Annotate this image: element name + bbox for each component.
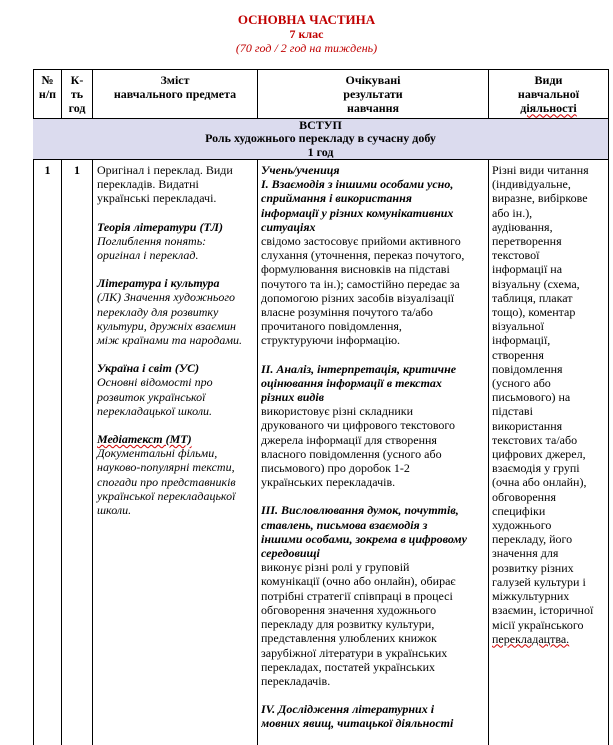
col-header-outcomes xyxy=(258,73,488,116)
activity-line: текстових та/або xyxy=(492,432,578,447)
outcome-title: сприймання і використання xyxy=(261,191,412,206)
activity-line: (очна або онлайн), xyxy=(492,475,587,490)
activity-line: художнього xyxy=(492,518,552,533)
col-header-activities-line: Види xyxy=(534,73,563,87)
table-border-right xyxy=(608,69,609,745)
col-header-hours-line: К- xyxy=(70,73,84,87)
outcome-line: слухання (уточнення, переказ почутого, xyxy=(261,248,465,263)
activity-line: місії українського xyxy=(492,617,584,632)
row-number: 1 xyxy=(44,163,51,177)
activity-line: перекладацтва. xyxy=(492,631,570,646)
activity-line: взаємодія у групі xyxy=(492,461,580,476)
section-topic: Роль художнього перекладу в сучасну добу xyxy=(205,131,436,146)
col-header-number-line: н/п xyxy=(38,87,57,102)
col-header-activities-line: навчальної xyxy=(517,87,580,102)
activity-line: перетворення xyxy=(492,234,562,249)
content-intro-line: перекладів. Видатні xyxy=(97,177,199,192)
content-block-line: Документальні фільми, xyxy=(97,446,218,461)
activity-line: значення для xyxy=(492,546,559,561)
outcome-title: оцінювання інформації в текстах xyxy=(261,375,442,390)
activity-line: тощо), коментар xyxy=(492,305,576,320)
content-block-title: Медіатекст (МТ) xyxy=(97,432,192,447)
content-block-line: (ЛК) Значення художнього xyxy=(97,290,236,305)
outcome-line: зарубіжної літератури в українських xyxy=(261,645,448,660)
outcome-title: іншими особами, зокрема в цифровому xyxy=(261,531,467,546)
col-header-content xyxy=(93,73,257,101)
content-block-line: спогади про представників xyxy=(97,474,236,489)
outcome-line: перекладачів. xyxy=(261,673,331,688)
activity-line: візуальної xyxy=(492,319,544,334)
activity-line: специфіки xyxy=(492,503,546,518)
outcome-line: письмового) про доробок 1-2 xyxy=(261,461,410,476)
activity-line: взаємин, історичної xyxy=(492,603,594,618)
outcome-title: II. Аналіз, інтерпретація, критичне xyxy=(261,361,457,376)
row-hours: 1 xyxy=(74,163,80,177)
content-block-line: розвиток української xyxy=(97,389,206,404)
activity-line: інформації на xyxy=(492,262,563,277)
content-block-line: науково-популярні тексти, xyxy=(97,460,235,475)
col-header-hours xyxy=(62,73,92,116)
outcome-line: українських перекладачів. xyxy=(261,475,396,490)
outcome-title: інформації у різних комунікативних xyxy=(261,205,454,220)
outcome-title: середовищі xyxy=(261,546,320,561)
outcome-line: перекладу для розвитку культури, xyxy=(261,617,435,632)
content-block-line: оригінал і переклад. xyxy=(97,248,199,263)
col-header-number-line: № xyxy=(41,73,54,87)
content-block-line: культури, дружніх взаємин xyxy=(97,318,236,333)
activity-line: розвитку різних xyxy=(492,560,574,575)
col-header-content-line: навчального предмета xyxy=(113,87,237,102)
outcome-line: представлення улюблених книжок xyxy=(261,631,437,646)
activity-line: міжкультурних xyxy=(492,589,570,604)
content-cell xyxy=(97,163,255,517)
content-intro-line: українські перекладачі. xyxy=(97,191,217,206)
hours-subtitle: (70 год / 2 год на тиждень) xyxy=(235,41,378,55)
outcome-line: перекладах, постатей українських xyxy=(261,659,436,674)
outcome-title: III. Висловлювання думок, почуттів, xyxy=(261,503,459,518)
outcome-line: структуруючи інформацію. xyxy=(261,333,401,348)
outcome-title: ставлень, письмова взаємодія з xyxy=(261,517,428,532)
col-divider-3 xyxy=(257,159,258,745)
content-intro-line: Оригінал і переклад. Види xyxy=(97,163,233,177)
grade-subtitle: 7 клас xyxy=(289,27,324,41)
col-header-activities xyxy=(489,73,608,116)
content-block-line: української перекладацької xyxy=(97,488,236,503)
outcome-line: комунікації (очно або онлайн), обирає xyxy=(261,574,456,589)
outcome-line: обговорення значення художнього xyxy=(261,602,437,617)
outcome-title: IV. Дослідження літературних і xyxy=(261,702,435,717)
col-divider-2 xyxy=(92,159,93,745)
section-row-divider xyxy=(33,159,609,160)
activity-line: інформації, xyxy=(492,333,551,348)
section-label: ВСТУП xyxy=(299,118,342,132)
activity-line: галузей культури і xyxy=(492,574,586,589)
outcome-line: друкованого чи цифрового текстового xyxy=(261,418,456,433)
content-block-line: перекладу для розвитку xyxy=(97,304,219,319)
outcome-title: I. Взаємодія з іншими особами усно, xyxy=(261,177,454,192)
outcome-title: мовних явищ, читацької діяльності xyxy=(261,716,454,731)
outcome-line: прочитаного повідомлення, xyxy=(261,319,402,334)
col-header-activities-line: діяльності xyxy=(520,101,577,116)
outcome-line: джерела інформації для створення xyxy=(261,432,437,447)
outcome-line: формулювання висновків на підставі xyxy=(261,262,450,277)
col-header-hours-line: год xyxy=(68,101,86,116)
activities-list xyxy=(492,163,607,646)
activity-line: перекладу, його xyxy=(492,532,573,547)
outcomes-heading: Учень/учениця xyxy=(261,163,340,177)
activities-cell xyxy=(492,163,607,646)
activity-line: повідомлення xyxy=(492,361,563,376)
outcome-line: використовує різні складники xyxy=(261,404,414,419)
outcomes-cell xyxy=(261,163,487,745)
activity-line: цифрових джерел, xyxy=(492,447,586,462)
content-block-line: між країнами та народами. xyxy=(97,333,243,348)
page-title: ОСНОВНА ЧАСТИНА xyxy=(237,12,376,27)
outcome-title: ситуаціях xyxy=(261,219,316,234)
col-header-number xyxy=(34,73,61,101)
outcome-line: виконує різні ролі у груповій xyxy=(261,560,410,575)
content-block-line: школи. xyxy=(97,503,132,518)
activity-line: або ін.), xyxy=(492,205,533,220)
outcome-line: власне розуміння почутого та/або xyxy=(261,305,433,320)
content-block-title: Україна і світ (УС) xyxy=(97,361,200,376)
content-block-line: перекладацької школи. xyxy=(97,403,213,418)
activity-line: використання xyxy=(492,418,563,433)
table-border-top xyxy=(33,69,609,70)
content-block-title: Література і культура xyxy=(97,276,220,291)
activity-line: аудіювання, xyxy=(492,219,553,234)
section-hours: 1 год xyxy=(307,144,334,159)
content-block-line: Основні відомості про xyxy=(97,375,213,390)
activity-line: підставі xyxy=(492,404,533,419)
content-block-title: Теорія літератури (ТЛ) xyxy=(97,219,224,234)
activity-line: письмового) на xyxy=(492,390,571,405)
activity-line: текстової xyxy=(492,248,540,263)
activity-line: (індивідуальне, xyxy=(492,177,571,192)
activity-line: (усного або xyxy=(492,376,551,391)
activity-line: створення xyxy=(492,347,544,362)
section-row xyxy=(33,119,608,159)
outcome-title: різних видів xyxy=(261,390,325,405)
col-header-hours-line: ть xyxy=(70,87,84,102)
outcome-line: потрібні стратегії співпраці в процесі xyxy=(261,588,453,603)
activity-line: таблиця, плакат xyxy=(492,290,573,305)
outcome-line: свідомо застосовує прийоми активного xyxy=(261,234,461,249)
col-header-outcomes-line: навчання xyxy=(346,101,400,116)
col-header-outcomes-line: результати xyxy=(343,87,403,102)
col-header-content-line: Зміст xyxy=(160,73,190,87)
activity-line: Різні види читання xyxy=(492,163,589,177)
col-divider-4 xyxy=(488,159,489,745)
activity-line: візуальну (схема, xyxy=(492,276,580,291)
activity-line: виразне, вибіркове xyxy=(492,191,588,206)
col-header-outcomes-line: Очікувані xyxy=(345,73,401,87)
content-block-line: Поглиблення понять: xyxy=(97,233,207,248)
activity-line: обговорення xyxy=(492,489,557,504)
outcome-line: власного повідомлення (усного або xyxy=(261,446,442,461)
col-divider-1 xyxy=(61,159,62,745)
outcome-line: почутого та ін.); самостійно передає за xyxy=(261,276,460,291)
outcome-line: допомогою різних засобів візуалізації xyxy=(261,290,455,305)
